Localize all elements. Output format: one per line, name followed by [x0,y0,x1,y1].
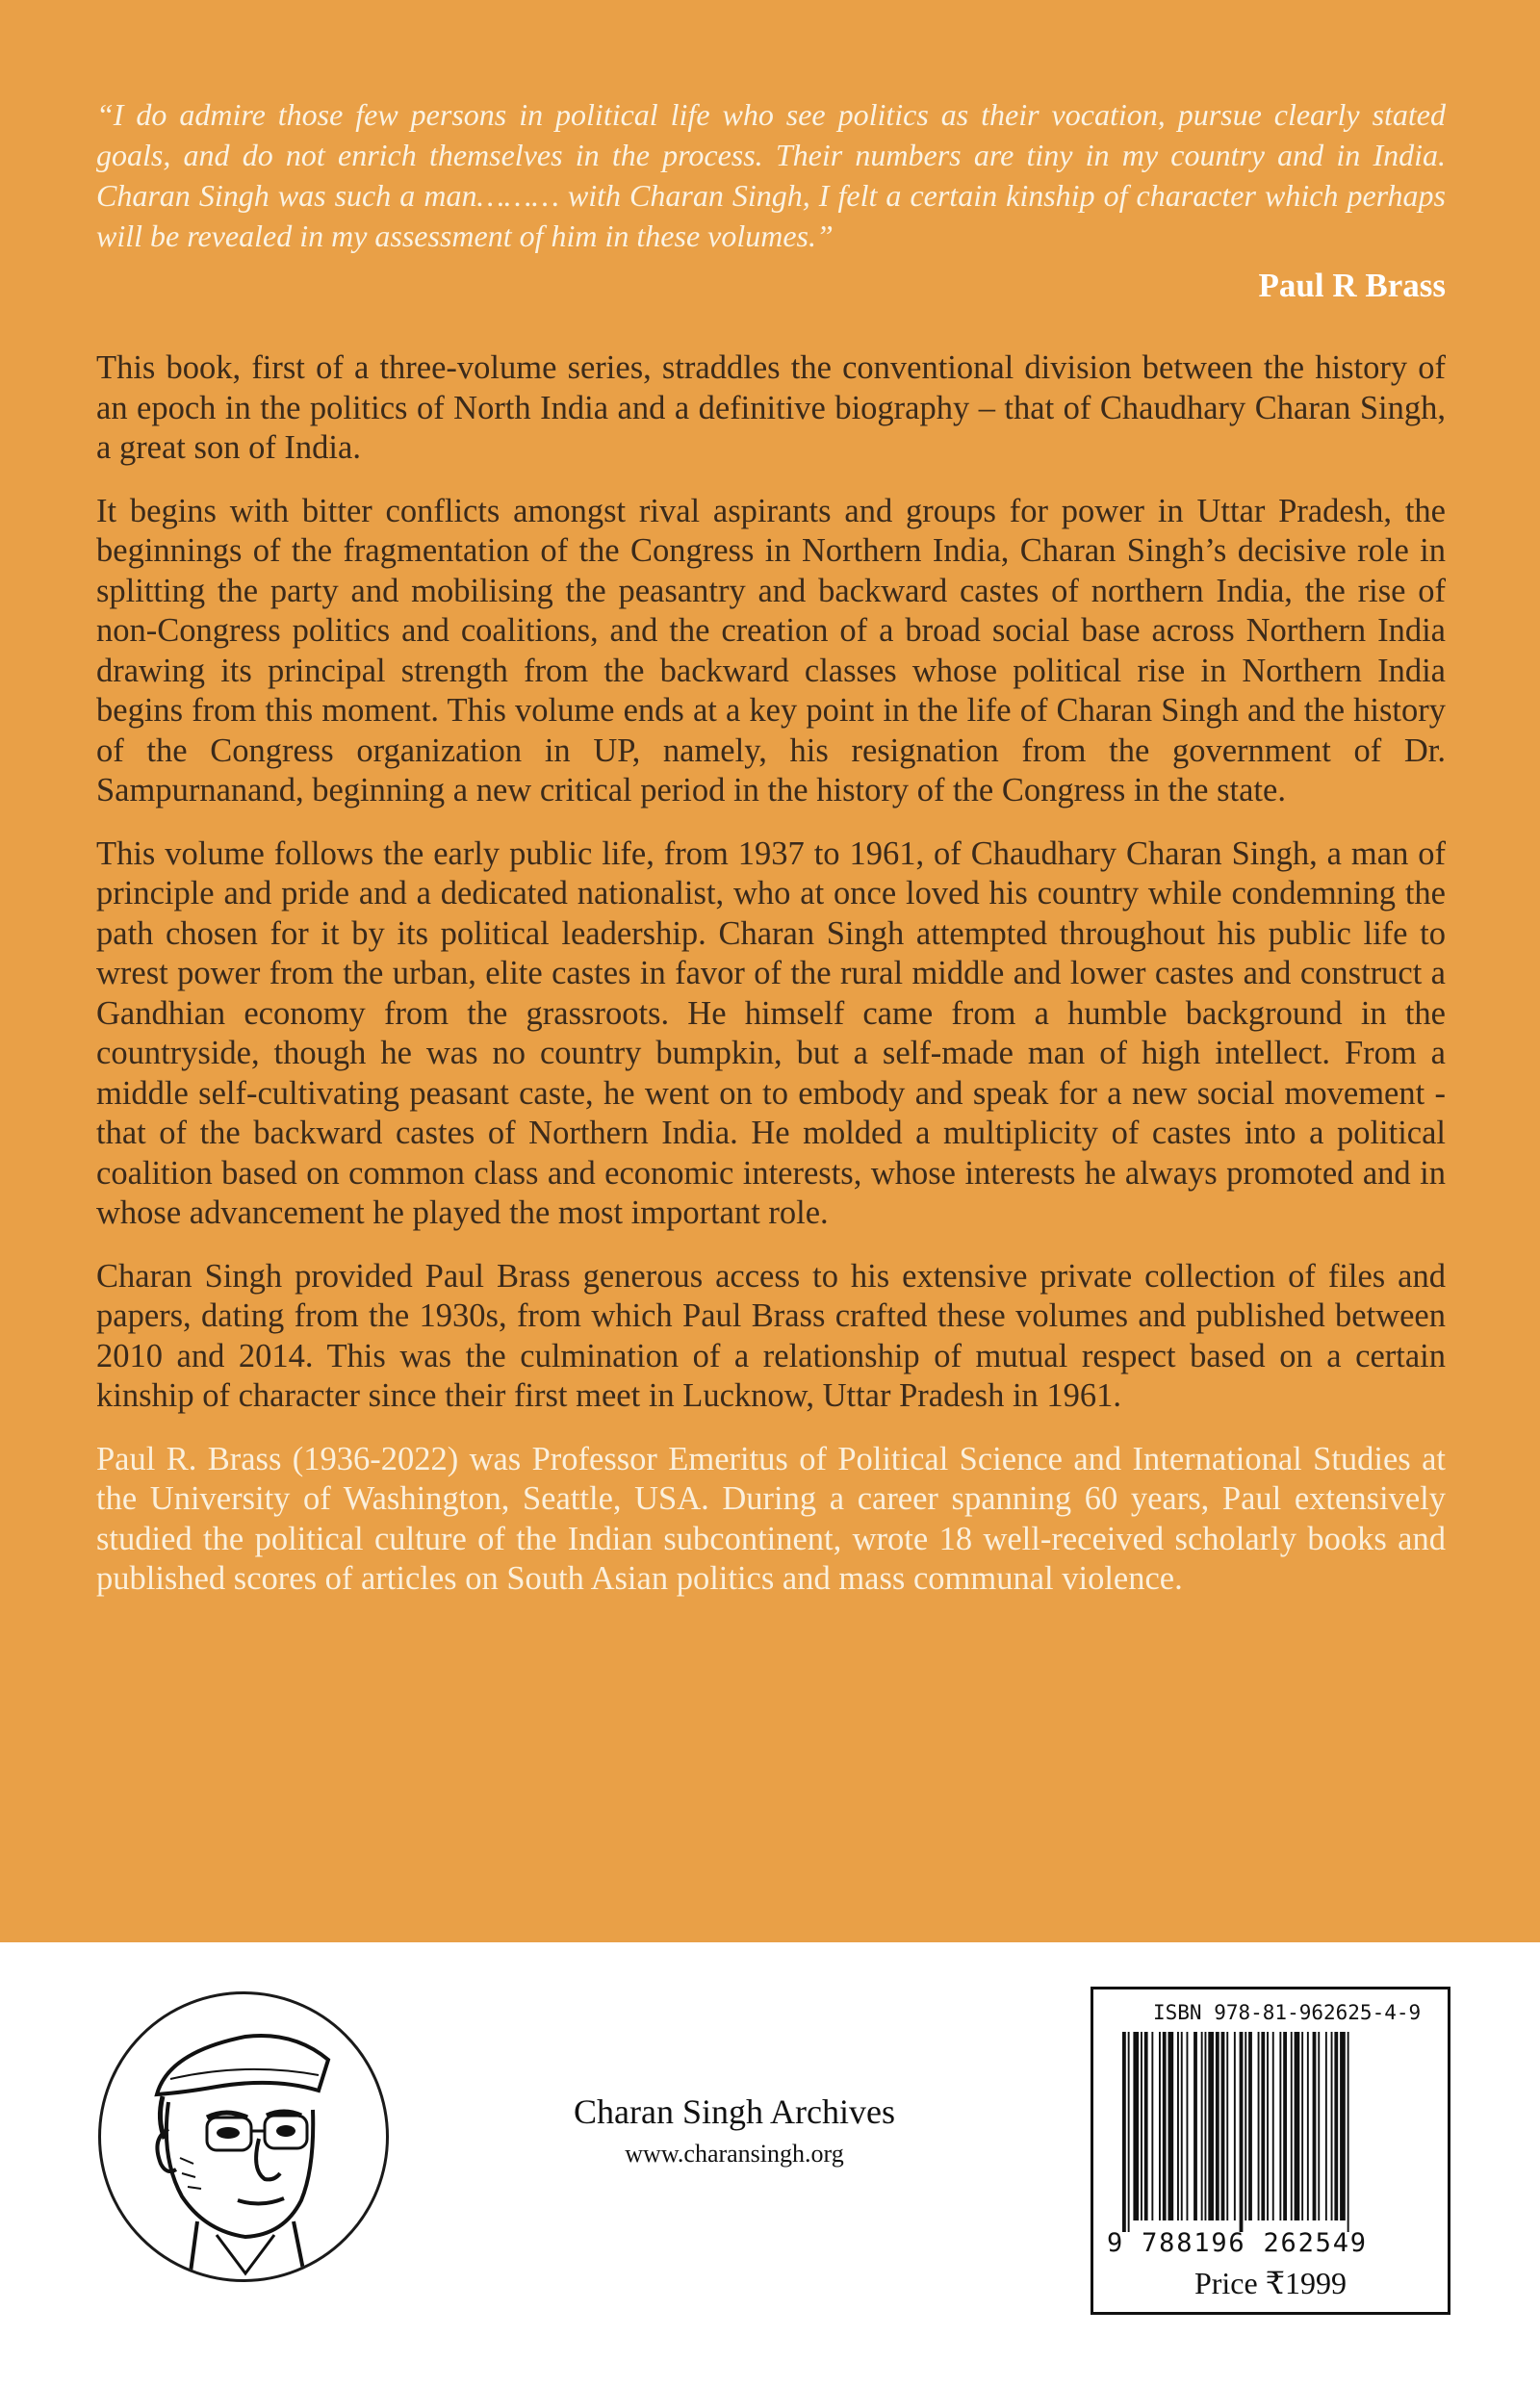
barcode-bar [1245,2032,1246,2220]
blurb-body [96,348,1446,1623]
barcode-bar [1226,2032,1228,2220]
barcode-bar [1151,2032,1153,2220]
blurb-paragraph: This book, first of a three-volume series, straddles the conventional division between the history of an epoch in the politics of North India and a definitive biography – that of Chaudhary Charan Singh, a great son of India. [96,349,1446,466]
barcode-bar [1221,2032,1225,2220]
barcode-bar [1313,2032,1317,2220]
barcode-bar [1163,2032,1167,2220]
blurb-paragraph: It begins with bitter conflicts amongst rival aspirants and groups for power in Uttar Pradesh, the beginnings of the fragmentation of the Congress in Northern India, Charan Singh’s decisive role in splitting the party and mobilising the peasantry and backward castes of northern India, the rise of non-Congress politics and coalitions, and the creation of a broad social base across Northern India drawing its principal strength from the backward classes whose political rise in Northern India begins from this moment. This volume ends at a key point in the life of Charan Singh and the history of the Congress organization in UP, namely, his resignation from the government of Dr. Sampurnanand, beginning a new critical period in the history of the Congress in the state. [96,492,1446,808]
barcode-bar [1187,2032,1189,2220]
blurb-paragraph: Charan Singh provided Paul Brass generous access to his extensive private collection of files and papers, dating from the 1930s, from which Paul Brass crafted these volumes and published between 2010 and 2014. This was the culmination of a relationship of mutual respect based on a certain kinship of character since their first meet in Lucknow, Uttar Pradesh in 1961. [96,1257,1446,1414]
barcode-bar [1177,2032,1179,2220]
barcode-bar [1261,2032,1265,2220]
barcode-bar [1283,2032,1287,2220]
barcode-bar [1205,2032,1207,2220]
barcode-bar [1208,2032,1214,2220]
author-bio: Paul R. Brass (1936-2022) was Professor Emeritus of Political Science and International Studies at the University of Washington, Seattle, USA. During a career spanning 60 years, Paul extensively studied the political culture of the Indian subcontinent, wrote 18 well-received scholarly books and published scores of articles on South Asian politics and mass communal violence. [96,1440,1446,1597]
barcode-bar [1291,2032,1293,2220]
barcode-bar [1318,2032,1320,2220]
barcode-bar [1181,2032,1183,2220]
barcode-bar [1331,2032,1333,2220]
price-label: Price ₹1999 [1194,2266,1348,2300]
barcode-bar [1267,2032,1269,2220]
barcode-bar [1295,2032,1300,2220]
barcode-bar [1122,2032,1126,2232]
barcode-bar [1340,2032,1346,2220]
barcode-bar [1301,2032,1303,2220]
barcode-bar [1334,2032,1338,2220]
barcode-bar [1258,2032,1260,2220]
ean-digits: 9 788196 262549 [1107,2228,1368,2258]
barcode-bar [1248,2032,1252,2220]
barcode-bar [1168,2032,1174,2220]
quote-text: “I do admire those few persons in political life who see politics as their vocation, pursue clearly stated goals, and do not enrich themselves in the process. Their numbers are tiny in my country and in India. Charan Singh was such a man……… with Charan Singh, I felt a certain kinship of character which perhaps will be revealed in my assessment of him in these volumes.” [96,97,1446,253]
blurb-paragraph: This volume follows the early public life, from 1937 to 1961, of Chaudhary Charan Singh, a man of principle and pride and a dedicated nationalist, who at once loved his country while condemning the path chosen for it by its political leadership. Charan Singh attempted throughout his public life to wrest power from the urban, elite castes in favor of the rural middle and lower castes and construct a Gandhian economy from the grassroots. He himself came from a humble background in the countryside, though he was no country bumpkin, but a self-made man of high intellect. From a middle self-cultivating peasant caste, he went on to embody and speak for a new social movement - that of the backward castes of Northern India. He molded a multiplicity of castes into a political coalition based on common class and economic interests, whose interests he always promoted and in whose advancement he played the most important role. [96,834,1446,1231]
barcode-bar [1325,2032,1327,2220]
barcode-bar [1133,2032,1139,2220]
isbn-label: ISBN 978-81-962625-4-9 [1153,2001,1422,2024]
barcode-bar [1307,2032,1309,2220]
barcode-bar [1194,2032,1197,2220]
barcode-bar [1234,2032,1236,2220]
barcode-bar [1216,2032,1219,2220]
barcode-bar [1144,2032,1148,2220]
quote-author: Paul R Brass [1258,267,1446,304]
barcode-bar [1128,2032,1130,2232]
barcode-bar [1272,2032,1274,2220]
publisher-url[interactable]: www.charansingh.org [625,2140,844,2168]
charan-singh-portrait-icon [98,1991,389,2282]
barcode-bar [1201,2032,1203,2220]
barcode-bar [1141,2032,1142,2220]
barcode-bar [1240,2032,1244,2232]
barcode-bar [1279,2032,1281,2220]
isbn-barcode [1091,1987,1450,2315]
barcode-bars [1122,2032,1421,2234]
barcode-bar [1348,2032,1349,2232]
publisher-name: Charan Singh Archives [574,2092,895,2131]
barcode-bar [1159,2032,1161,2220]
